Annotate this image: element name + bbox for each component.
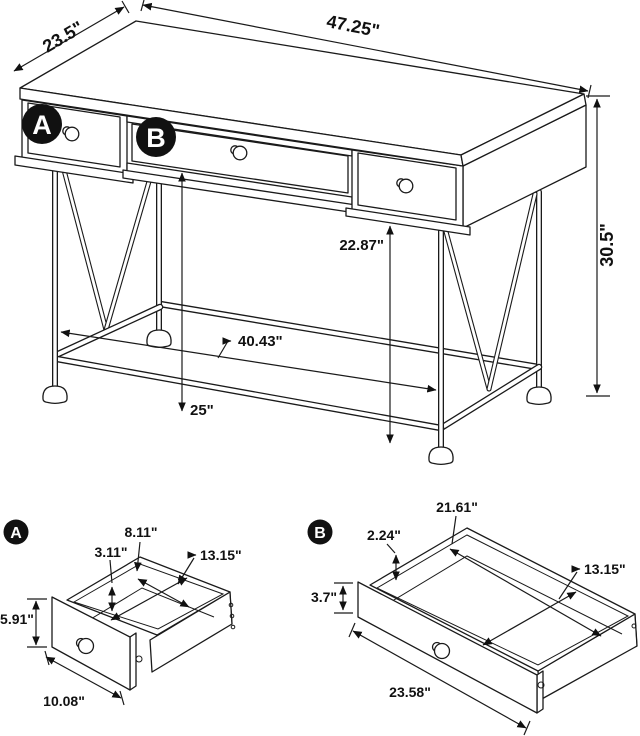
detail-b-inner-height-label: 2.24" xyxy=(367,527,401,543)
drawer-b-detail-view xyxy=(308,499,638,735)
detail-a-inner-width-label: 8.11" xyxy=(124,524,158,540)
width-dimension-label: 47.25" xyxy=(324,11,382,42)
desk-isometric-view xyxy=(14,0,617,464)
detail-b-inner-width-label: 21.61" xyxy=(436,499,478,515)
underside-clearance-label: 22.87" xyxy=(339,237,384,254)
depth-dimension-label: 23.5" xyxy=(39,17,87,57)
drawer-a-detail-view xyxy=(0,520,242,710)
drawer-b-badge xyxy=(136,117,176,157)
rear-left-foot xyxy=(147,330,171,347)
dimension-height xyxy=(586,96,617,396)
drawer-a-badge xyxy=(22,104,62,144)
detail-b-front-width-label: 23.58" xyxy=(389,684,431,700)
detail-b-inner-depth-label: 13.15" xyxy=(584,561,626,577)
rear-right-foot xyxy=(527,387,551,404)
detail-b-front-height-label: 3.7" xyxy=(310,589,338,605)
drawer-b-badge-label: B xyxy=(146,123,166,153)
detail-a-badge-label: A xyxy=(10,525,22,542)
front-right-foot xyxy=(429,447,453,464)
height-dimension-label: 30.5" xyxy=(597,223,617,267)
drawer-a-badge-label: A xyxy=(32,110,52,140)
detail-b-badge xyxy=(308,520,333,545)
front-left-foot xyxy=(43,386,67,403)
shelf-clearance-label: 25" xyxy=(190,402,214,419)
detail-a-inner-height-label: 3.11" xyxy=(94,544,128,560)
detail-b-badge-label: B xyxy=(314,525,326,542)
detail-a-badge xyxy=(4,520,29,545)
detail-a-front-height-label: 5.91" xyxy=(0,611,34,627)
detail-a-front-width-label: 10.08" xyxy=(43,693,85,709)
detail-a-inner-depth-label: 13.15" xyxy=(200,547,242,563)
stretcher-length-label: 40.43" xyxy=(238,333,283,350)
